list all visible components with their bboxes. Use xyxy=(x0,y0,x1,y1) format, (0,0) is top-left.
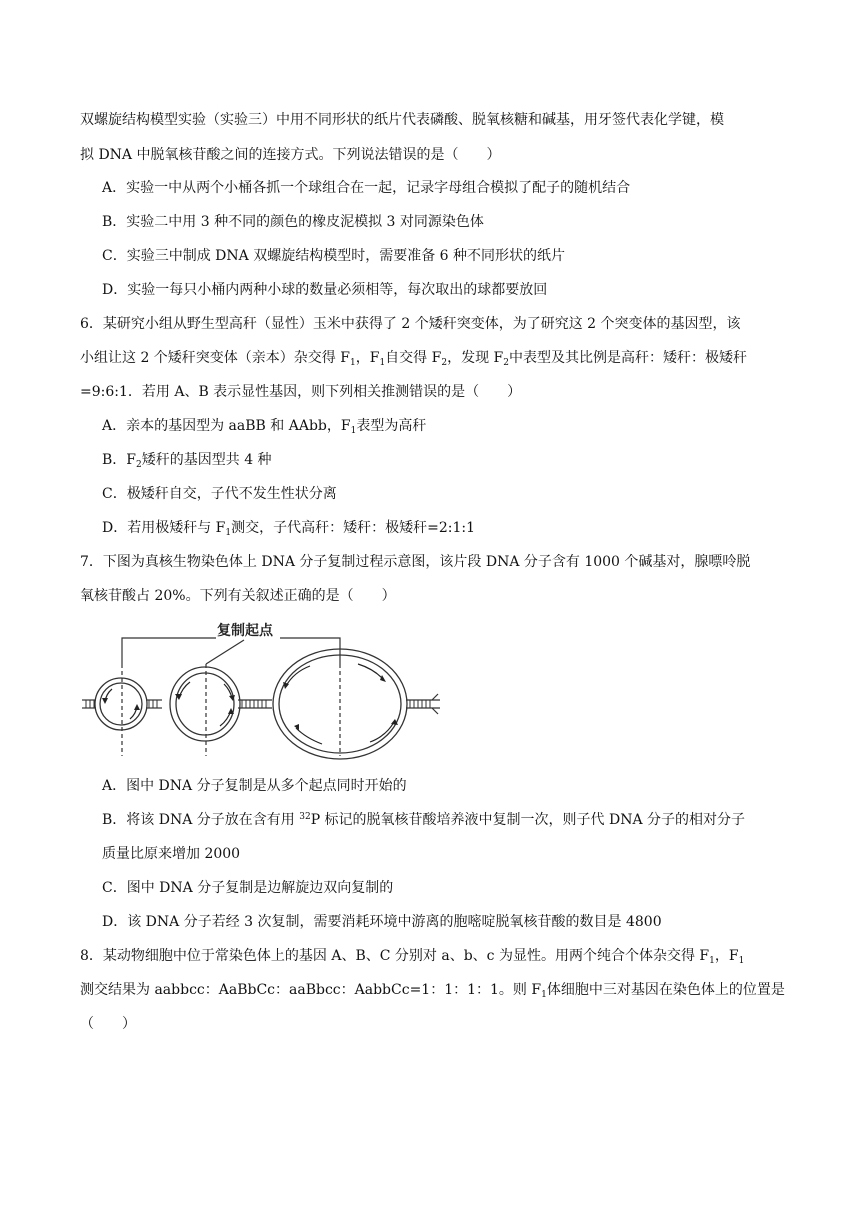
q5-option-c: C．实验三中制成 DNA 双螺旋结构模型时，需要准备 6 种不同形状的纸片 xyxy=(102,248,566,264)
q7-option-b-line1: B．将该 DNA 分子放在含有用 $^{32}$P 标记的脱氧核苷酸培养液中复制一次，则子代 DNA 分子的相对分子 xyxy=(102,812,746,828)
q7-option-c: C．图中 DNA 分子复制是边解旋边双向复制的 xyxy=(102,880,394,896)
q6-option-c: C．极矮秆自交，子代不发生性状分离 xyxy=(102,486,337,502)
replication-bubbles xyxy=(95,649,407,759)
q8-stem-line2: 测交结果为 aabbcc：AaBbCc：aaBbcc：AabbCc=1：1：1：1。则 $F_1$体细胞中三对基因在染色体上的位置是 xyxy=(80,982,785,1000)
q8-stem-line1: 8．某动物细胞中位于常染色体上的基因 A、B、C 分别对 a、b、c 为显性。用两个纯合个体杂交得 $F_1$，$F_1$ xyxy=(80,948,745,966)
q6-option-d: D．若用极矮秆与 $F_1$测交，子代高秆：矮秆：极矮秆=2:1:1 xyxy=(102,520,476,538)
q7-stem-line2: 氧核苷酸占 20%。下列有关叙述正确的是（ ） xyxy=(80,588,396,604)
q5-option-d: D．实验一每只小桶内两种小球的数量必须相等，每次取出的球都要放回 xyxy=(102,282,548,298)
q5-option-a: A．实验一中从两个小桶各抓一个球组合在一起，记录字母组合模拟了配子的随机结合 xyxy=(102,180,631,196)
q5-stem-line1: 双螺旋结构模型实验（实验三）中用不同形状的纸片代表磷酸、脱氧核糖和碱基，用牙签代表化学键，模 xyxy=(80,112,724,128)
q5-option-b: B．实验二中用 3 种不同的颜色的橡皮泥模拟 3 对同源染色体 xyxy=(102,214,484,230)
q6-stem-line1: 6．某研究小组从野生型高秆（显性）玉米中获得了 2 个矮秆突变体，为了研究这 2 个突变体的基因型，该 xyxy=(80,316,741,332)
replication-origin-label: 复制起点 xyxy=(217,623,273,639)
q6-stem-line2: 小组让这 2 个矮秆突变体（亲本）杂交得 $F_1$，$F_1$自交得 $F_2$，发现 $F_2$中表型及其比例是高秆：矮秆：极矮秆 xyxy=(80,350,747,368)
q6-stem-line3: =9:6:1．若用 A、B 表示显性基因，则下列相关推测错误的是（ ） xyxy=(80,384,522,400)
q7-stem-line1: 7．下图为真核生物染色体上 DNA 分子复制过程示意图，该片段 DNA 分子含有 1000 个碱基对，腺嘌呤脱 xyxy=(80,554,751,570)
dna-replication-diagram xyxy=(78,614,450,764)
q7-option-a: A．图中 DNA 分子复制是从多个起点同时开始的 xyxy=(102,778,407,794)
q7-option-b-line2: 质量比原来增加 2000 xyxy=(102,846,241,862)
q6-option-a: A．亲本的基因型为 aaBB 和 AAbb，$F_1$表型为高秆 xyxy=(102,418,427,436)
q8-stem-line3: （ ） xyxy=(80,1016,136,1032)
q7-option-d: D．该 DNA 分子若经 3 次复制，需要消耗环境中游离的胞嘧啶脱氧核苷酸的数目是 4800 xyxy=(102,914,662,930)
q6-option-b: B．$F_2$矮秆的基因型共 4 种 xyxy=(102,452,272,470)
q5-stem-line2: 拟 DNA 中脱氧核苷酸之间的连接方式。下列说法错误的是（ ） xyxy=(80,147,501,163)
